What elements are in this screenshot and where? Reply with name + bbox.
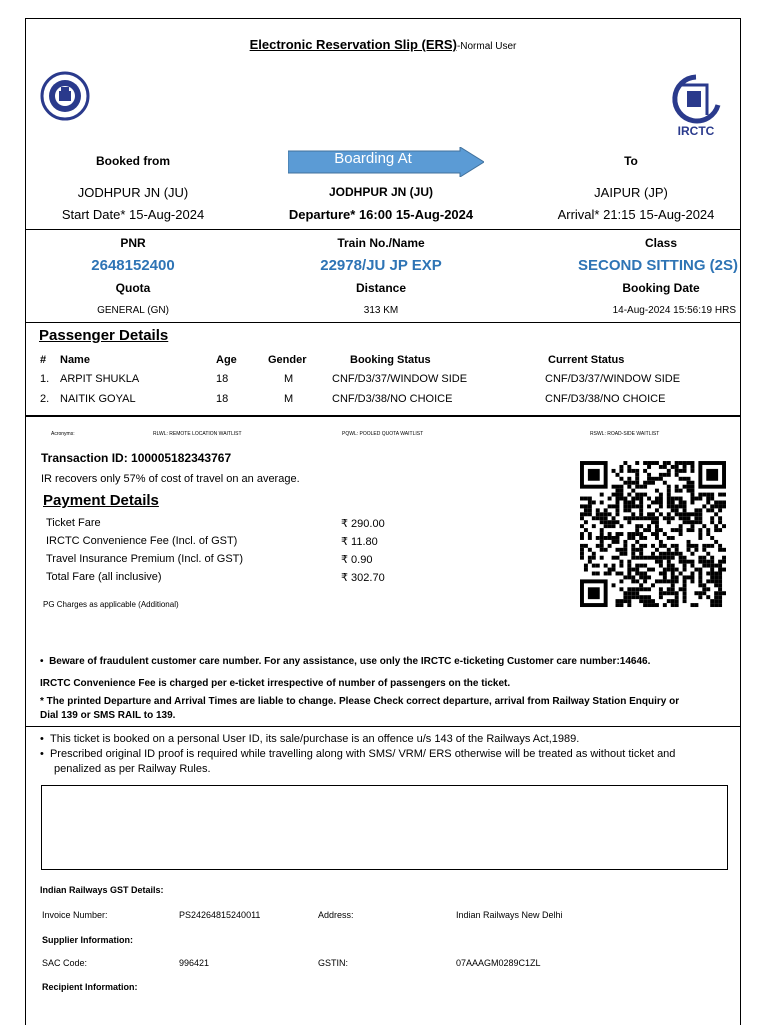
- table-row-name: NAITIK GOYAL: [60, 393, 136, 405]
- passenger-table: [40, 354, 740, 414]
- booked-from-label: Booked from: [95, 154, 170, 168]
- col-header-name: Name: [60, 354, 90, 366]
- divider: [26, 415, 740, 417]
- col-header-age: Age: [216, 354, 237, 366]
- gstin-value: 07AAAGM0289C1ZL: [456, 958, 541, 968]
- divider: [26, 229, 740, 230]
- table-row-booking: CNF/D3/37/WINDOW SIDE: [332, 373, 468, 385]
- fraud-warning: [40, 656, 740, 667]
- from-station: JODHPUR JN (JU): [77, 185, 189, 200]
- boarding-at-label: Boarding At: [334, 150, 412, 167]
- payment-label: Ticket Fare: [46, 517, 101, 529]
- payment-amount: ₹ 0.90: [341, 554, 373, 566]
- title-sub: -Normal User: [456, 41, 517, 52]
- fraud-warning-text: Beware of fraudulent customer care number. For any assistance, use only the IRCTC e-ticketing Customer care number:14646.: [49, 656, 651, 667]
- address-value: Indian Railways New Delhi: [456, 910, 563, 920]
- col-header-booking-status: Booking Status: [350, 354, 431, 366]
- pg-charges-note: PG Charges as applicable (Additional): [43, 600, 179, 609]
- invoice-label: Invoice Number:: [42, 910, 108, 920]
- acronyms-label: Acronyms:: [51, 431, 75, 437]
- sac-code-label: SAC Code:: [42, 958, 88, 968]
- col-header-gender: Gender: [268, 354, 307, 366]
- payment-amount: ₹ 11.80: [341, 536, 378, 548]
- convenience-fee-note: IRCTC Convenience Fee is charged per e-ticket irrespective of number of passengers on the ticket.: [40, 678, 511, 689]
- transaction-id: Transaction ID: 100005182343767: [41, 451, 232, 465]
- class-value: SECOND SITTING (2S): [577, 257, 738, 274]
- train-label: Train No./Name: [337, 236, 425, 250]
- sac-code-value: 996421: [179, 958, 210, 968]
- table-row-gender: M: [284, 393, 294, 405]
- table-row-current: CNF/D3/37/WINDOW SIDE: [545, 373, 681, 385]
- acronym-pqwl: PQWL: POOLED QUOTA WAITLIST: [342, 431, 424, 437]
- boarding-station: JODHPUR JN (JU): [328, 185, 433, 199]
- rule-1: [40, 733, 579, 745]
- payment-label: Travel Insurance Premium (Incl. of GST): [46, 553, 244, 565]
- payment-label: IRCTC Convenience Fee (Incl. of GST): [46, 535, 238, 547]
- supplier-info-title: Supplier Information:: [42, 935, 133, 945]
- arrival-time: Arrival* 21:15 15-Aug-2024: [557, 207, 715, 222]
- class-label: Class: [644, 236, 678, 250]
- passenger-details-title: Passenger Details: [39, 327, 169, 344]
- booking-date-value: 14-Aug-2024 15:56:19 HRS: [612, 305, 736, 316]
- quota-label: Quota: [115, 281, 151, 295]
- acronym-rlwl: RLWL: REMOTE LOCATION WAITLIST: [153, 431, 242, 437]
- table-row-age: 18: [216, 373, 229, 385]
- cost-recovery-note: IR recovers only 57% of cost of travel on an average.: [41, 473, 300, 485]
- acronym-rswl: RSWL: ROAD-SIDE WAITLIST: [590, 431, 660, 437]
- table-row-booking: CNF/D3/38/NO CHOICE: [332, 393, 453, 405]
- table-row-age: 18: [216, 393, 229, 405]
- gstin-label: GSTIN:: [318, 958, 349, 968]
- table-row-gender: M: [284, 373, 294, 385]
- timing-note-line1: * The printed Departure and Arrival Times are liable to change. Please Check correct departure, arrival from Railway Station Enquiry or: [40, 696, 680, 707]
- rule-2: [40, 748, 675, 760]
- irctc-logo-text: IRCTC: [677, 124, 715, 138]
- col-header-current-status: Current Status: [548, 354, 625, 366]
- payment-details-title: Payment Details: [43, 492, 159, 509]
- payment-label: Total Fare (all inclusive): [46, 571, 162, 583]
- departure-time: Departure* 16:00 15-Aug-2024: [288, 207, 474, 222]
- payment-amount: ₹ 290.00: [341, 518, 385, 530]
- ers-document: [25, 18, 741, 1025]
- distance-value: 313 KM: [363, 305, 399, 316]
- train-name: 22978/JU JP EXP: [320, 257, 442, 274]
- irctc-logo: [661, 71, 731, 141]
- address-label: Address:: [318, 910, 354, 920]
- start-date: Start Date* 15-Aug-2024: [61, 207, 205, 222]
- booking-date-label: Booking Date: [622, 281, 700, 295]
- table-row-name: ARPIT SHUKLA: [60, 373, 140, 385]
- rule-1-text: This ticket is booked on a personal User ID, its sale/purchase is an offence u/s 143 of the Railways Act,1989.: [49, 733, 580, 745]
- bullet-icon: •: [40, 733, 50, 745]
- rule-2-text: Prescribed original ID proof is required while travelling along with SMS/ VRM/ ERS otherwise will be treated as without ticket and: [49, 748, 676, 760]
- to-label: To: [624, 154, 638, 168]
- pnr-number: 2648152400: [91, 257, 175, 274]
- divider: [26, 322, 740, 323]
- rule-2-continued: penalized as per Railway Rules.: [54, 763, 211, 775]
- table-row-no: 1.: [40, 373, 50, 385]
- quota-value: GENERAL (GN): [97, 305, 169, 316]
- table-row-current: CNF/D3/38/NO CHOICE: [545, 393, 666, 405]
- to-station: JAIPUR (JP): [594, 185, 668, 200]
- timing-note-line2: Dial 139 or SMS RAIL to 139.: [40, 710, 176, 721]
- payment-amount: ₹ 302.70: [341, 572, 385, 584]
- indian-railways-logo: [40, 71, 90, 121]
- distance-label: Distance: [355, 281, 407, 295]
- qr-code: [580, 461, 726, 611]
- bullet-icon: •: [40, 656, 50, 667]
- col-header-no: #: [40, 354, 47, 366]
- gst-details-title: Indian Railways GST Details:: [40, 885, 164, 895]
- document-title: [26, 37, 740, 52]
- invoice-number: PS24264815240011: [179, 910, 261, 920]
- recipient-info-title: Recipient Information:: [42, 982, 138, 992]
- advertisement-box: [41, 785, 728, 870]
- table-row-no: 2.: [40, 393, 50, 405]
- pnr-label: PNR: [120, 236, 146, 250]
- title-main: Electronic Reservation Slip (ERS): [249, 37, 457, 52]
- divider: [26, 726, 740, 727]
- bullet-icon: •: [40, 748, 50, 760]
